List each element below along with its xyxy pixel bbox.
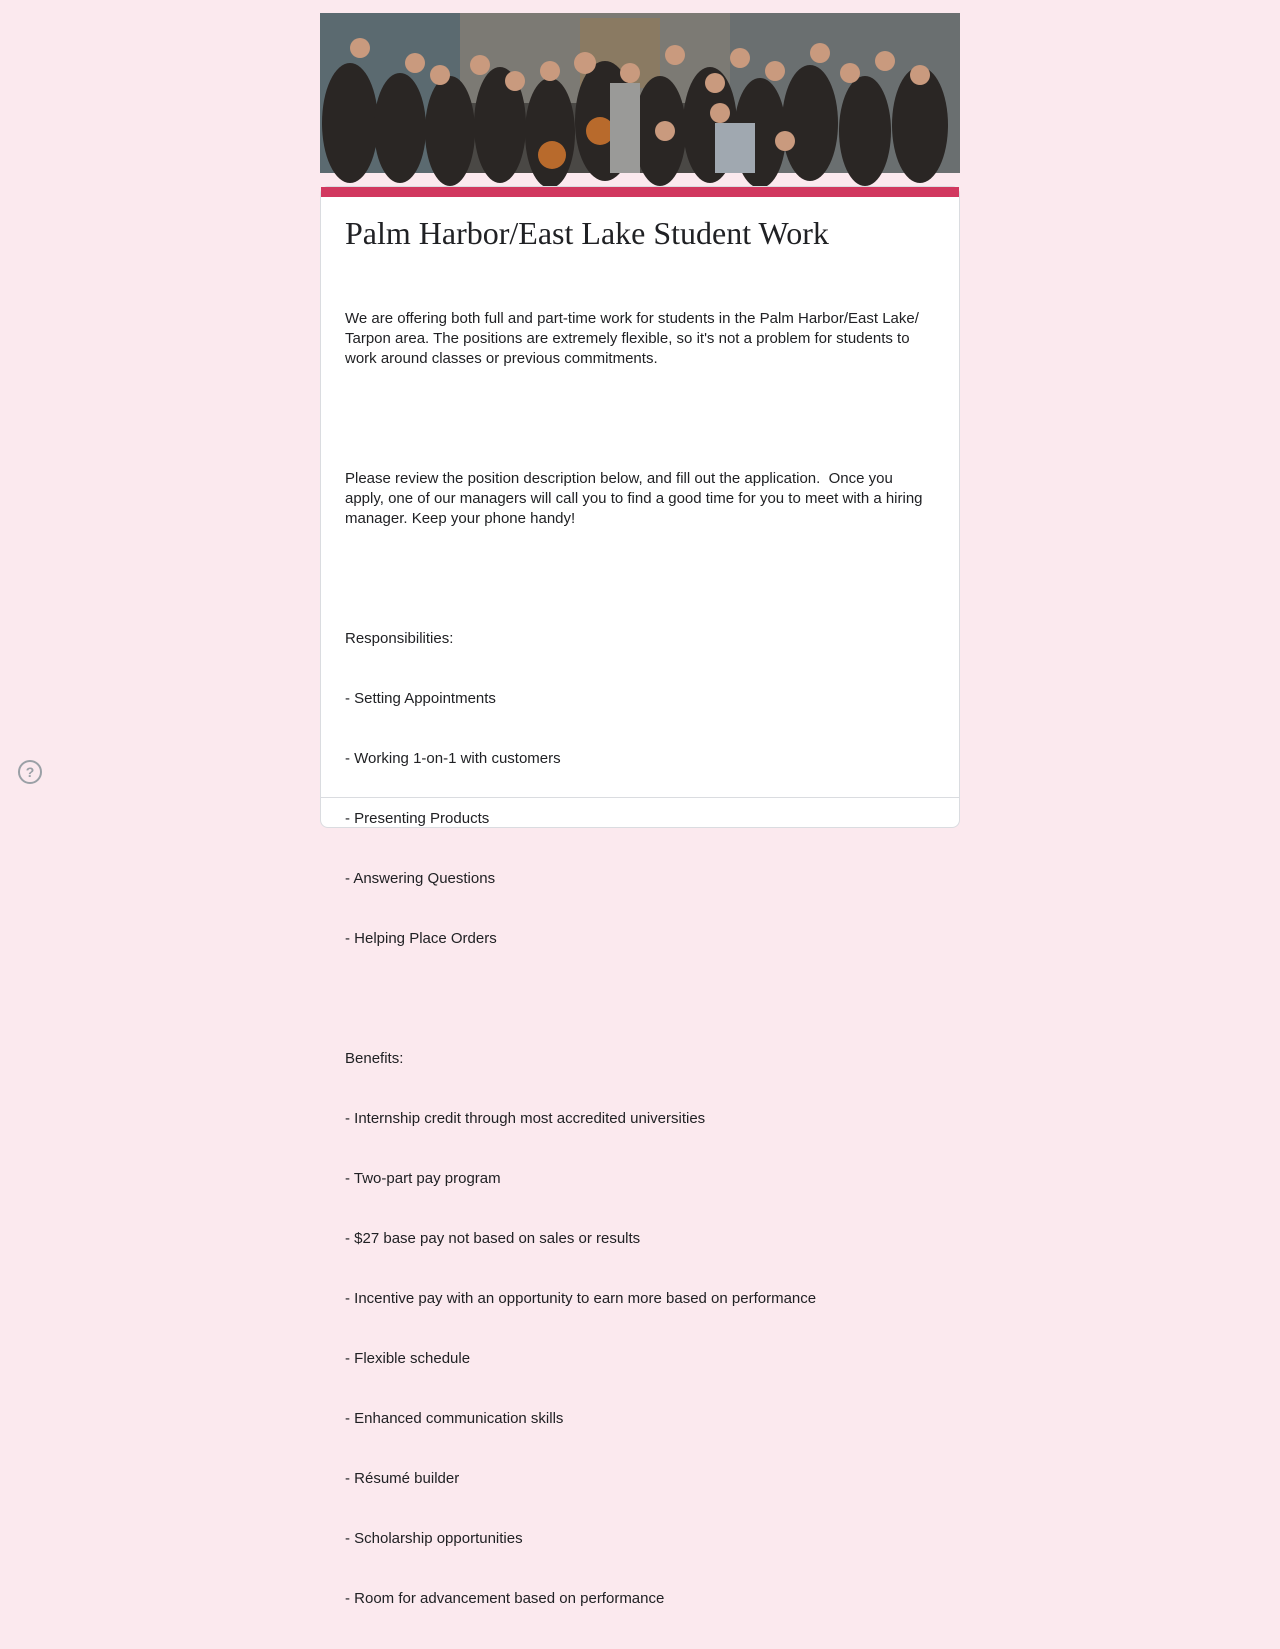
responsibility-item: - Presenting Products xyxy=(345,810,490,827)
form-title: Palm Harbor/East Lake Student Work xyxy=(345,215,829,251)
benefit-item: - Two-part pay program xyxy=(345,1170,501,1187)
benefit-item: - Incentive pay with an opportunity to earn more based on performance xyxy=(345,1290,817,1307)
form-description xyxy=(345,269,935,1649)
header-banner-image xyxy=(320,13,960,173)
intro-paragraph: Please review the position description below, and fill out the application. Once you apply, one of our managers will call you to find a good time for you to meet with a hiring manager. Keep your phone handy! xyxy=(345,470,927,527)
benefit-item: - Flexible schedule xyxy=(345,1350,471,1367)
responsibility-item: - Answering Questions xyxy=(345,870,496,887)
benefit-item: - Résumé builder xyxy=(345,1470,460,1487)
card-divider xyxy=(321,797,959,798)
group-photo-image xyxy=(320,13,960,173)
benefits-heading: Benefits: xyxy=(345,1050,404,1067)
intro-paragraph: We are offering both full and part-time work for students in the Palm Harbor/East Lake/ Tarpon area. The positions are extremely flexible, so it's not a problem for students to work around classes or previous commitments. xyxy=(345,310,923,367)
responsibility-item: - Setting Appointments xyxy=(345,690,496,707)
responsibility-item: - Working 1-on-1 with customers xyxy=(345,750,561,767)
form-header-card xyxy=(320,186,960,1607)
help-circle-icon[interactable]: ? xyxy=(18,760,42,784)
benefit-item: - Enhanced communication skills xyxy=(345,1410,564,1427)
responsibility-item: - Helping Place Orders xyxy=(345,930,497,947)
responsibilities-heading: Responsibilities: xyxy=(345,630,454,647)
benefit-item: - Room for advancement based on performance xyxy=(345,1590,665,1607)
card-accent-bar xyxy=(321,187,959,197)
benefit-item: - $27 base pay not based on sales or results xyxy=(345,1230,641,1247)
form-description-section xyxy=(321,197,959,1649)
benefit-item: - Scholarship opportunities xyxy=(345,1530,523,1547)
benefit-item: - Internship credit through most accredited universities xyxy=(345,1110,706,1127)
